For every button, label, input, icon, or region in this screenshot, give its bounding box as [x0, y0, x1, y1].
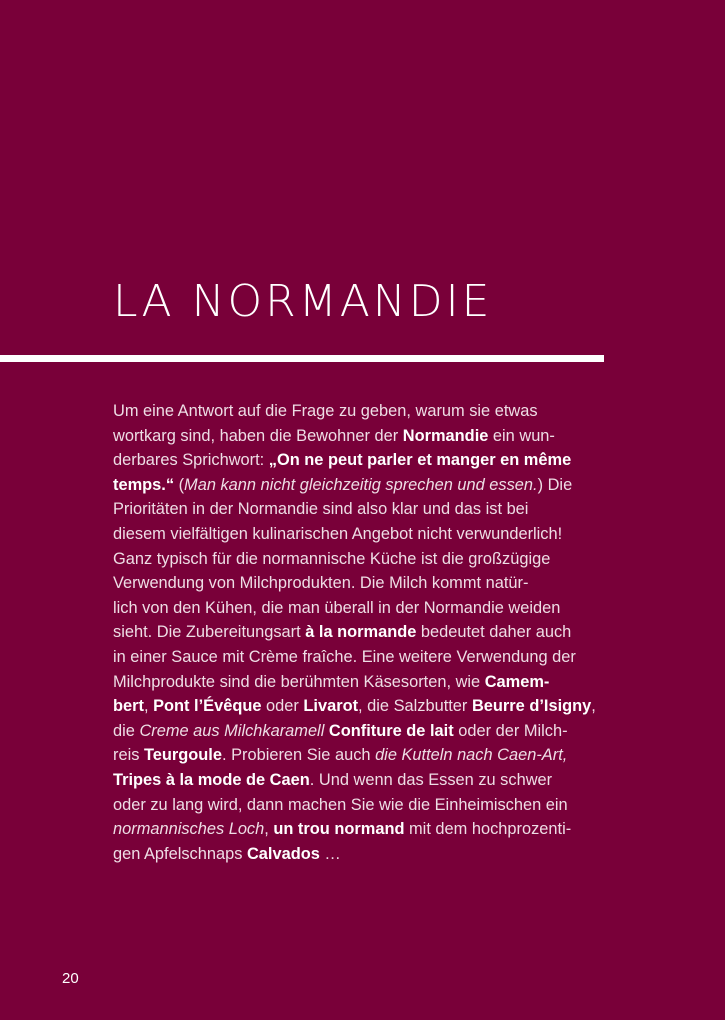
- text-line: [113, 719, 608, 744]
- text-segment: diesem vielfältigen kulinarischen Angebot nicht verwunderlich!: [113, 524, 563, 543]
- italic-phrase: normannisches Loch: [113, 820, 265, 839]
- text-segment: Verwendung von Milchprodukten. Die Milch kommt natür-: [113, 574, 529, 593]
- bold-term: à la normande: [305, 623, 417, 642]
- text-segment: . Und wenn das Essen zu schwer: [309, 770, 553, 789]
- text-segment: oder: [261, 697, 304, 716]
- bold-term: Teurgoule: [143, 746, 222, 765]
- bold-term: Calvados: [246, 844, 320, 863]
- text-segment: gen Apfelschnaps: [113, 844, 247, 863]
- text-segment: (: [174, 475, 185, 494]
- italic-phrase: Creme aus Milchkaramell: [139, 721, 325, 740]
- text-line: [113, 817, 608, 842]
- italic-phrase: Man kann nicht gleichzeitig sprechen und essen.: [184, 475, 538, 494]
- bold-term: un trou normand: [273, 820, 405, 839]
- text-segment: wortkarg sind, haben die Bewohner der: [113, 426, 403, 445]
- text-line: [113, 571, 608, 596]
- text-segment: lich von den Kühen, die man überall in der Normandie weiden: [113, 598, 561, 617]
- text-segment: reis: [113, 746, 144, 765]
- text-line: [113, 473, 608, 498]
- text-line: [113, 497, 608, 522]
- text-line: [113, 743, 608, 768]
- text-segment: …: [319, 844, 341, 863]
- text-line: [113, 522, 608, 547]
- bold-term: Tripes à la mode de Caen: [113, 770, 310, 789]
- text-line: [113, 620, 608, 645]
- text-line: [113, 424, 608, 449]
- text-line: [113, 670, 608, 695]
- text-segment: . Probieren Sie auch: [221, 746, 376, 765]
- text-segment: derbares Sprichwort:: [113, 451, 269, 470]
- text-line: [113, 448, 608, 473]
- text-segment: die: [113, 721, 140, 740]
- bold-term: Livarot: [303, 697, 359, 716]
- body-paragraph: [113, 399, 608, 866]
- bold-term: Pont l’Évêque: [153, 697, 262, 716]
- text-line: [113, 399, 608, 424]
- text-line: [113, 842, 608, 867]
- bold-term: Confiture de lait: [328, 721, 454, 740]
- text-segment: Um eine Antwort auf die Frage zu geben, warum sie etwas: [113, 402, 538, 420]
- text-line: [113, 596, 608, 621]
- text-segment: , die Salzbutter: [358, 697, 472, 716]
- text-segment: ) Die: [537, 475, 573, 494]
- text-segment: oder der Milch-: [453, 721, 568, 740]
- text-line: [113, 645, 608, 670]
- text-segment: ,: [143, 697, 154, 716]
- text-segment: in einer Sauce mit Crème fraîche. Eine weitere Verwendung der: [113, 647, 576, 666]
- page-number: 20: [62, 970, 79, 987]
- text-segment: ,: [591, 697, 596, 716]
- bold-term: „On ne peut parler et manger en même: [268, 451, 572, 470]
- title-divider: [0, 355, 604, 362]
- text-line: [113, 547, 608, 572]
- text-line: [113, 793, 608, 818]
- text-segment: ein wun-: [488, 426, 555, 445]
- text-segment: Prioritäten in der Normandie sind also klar und das ist bei: [113, 500, 529, 519]
- text-segment: sieht. Die Zubereitungsart: [113, 623, 306, 642]
- text-segment: Milchprodukte sind die berühmten Käsesorten, wie: [113, 672, 485, 691]
- bold-term: temps.“: [113, 475, 175, 494]
- text-segment: Ganz typisch für die normannische Küche ist die großzügige: [113, 549, 551, 568]
- text-line: [113, 768, 608, 793]
- text-segment: mit dem hochprozenti-: [404, 820, 572, 839]
- bold-term: bert: [113, 697, 144, 716]
- text-segment: oder zu lang wird, dann machen Sie wie die Einheimischen ein: [113, 795, 568, 814]
- page-title: LA NORMANDIE: [113, 276, 493, 327]
- bold-term: Normandie: [402, 426, 489, 445]
- italic-phrase: die Kutteln nach Caen-Art,: [375, 746, 568, 765]
- bold-term: Beurre d’Isigny: [471, 697, 592, 716]
- text-segment: ,: [264, 820, 274, 839]
- text-line: [113, 694, 608, 719]
- text-segment: bedeutet daher auch: [416, 623, 572, 642]
- bold-term: Camem-: [484, 672, 550, 691]
